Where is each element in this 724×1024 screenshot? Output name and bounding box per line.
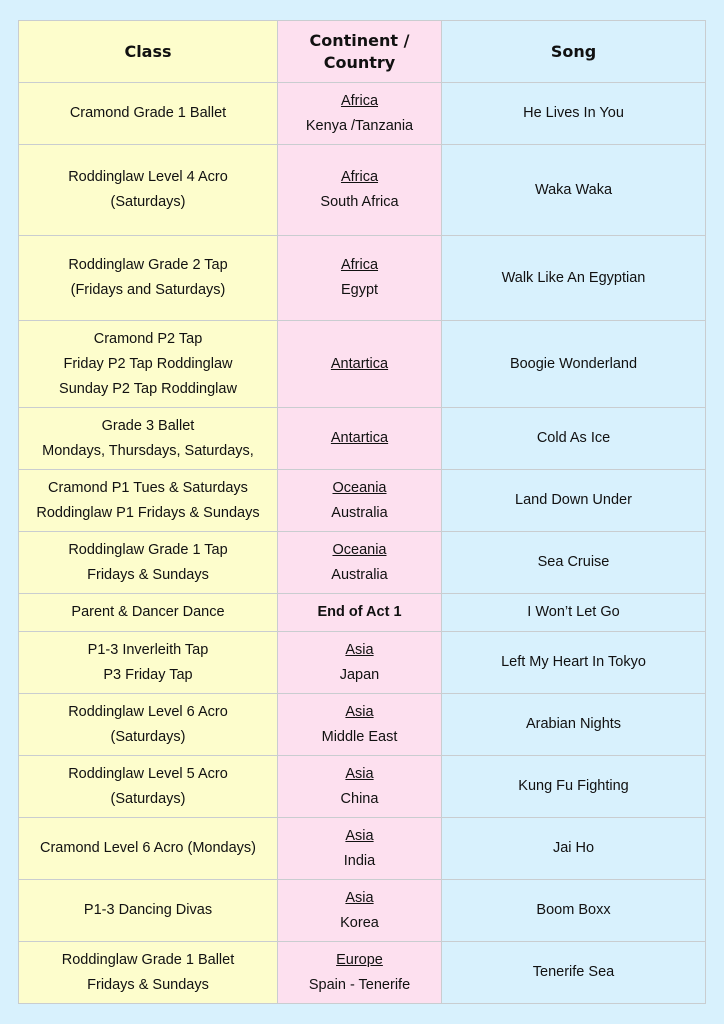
class-line: Sunday P2 Tap Roddinglaw xyxy=(59,380,237,397)
class-cell xyxy=(19,942,278,1004)
country-name: Australia xyxy=(331,504,388,521)
act-marker: End of Act 1 xyxy=(317,604,402,620)
song-cell: Walk Like An Egyptian xyxy=(442,236,706,321)
song-cell: He Lives In You xyxy=(442,83,706,145)
continent-cell xyxy=(278,83,442,145)
country-name: Middle East xyxy=(321,728,398,745)
continent-name: Asia xyxy=(345,703,374,720)
continent-name: Oceania xyxy=(332,479,387,496)
continent-cell xyxy=(278,594,442,632)
country-name: Korea xyxy=(340,914,379,931)
class-line: (Saturdays) xyxy=(110,790,186,807)
song-cell: I Won’t Let Go xyxy=(442,594,706,632)
class-line: Parent & Dancer Dance xyxy=(71,604,225,620)
class-cell xyxy=(19,632,278,694)
song-cell: Boogie Wonderland xyxy=(442,321,706,408)
continent-cell xyxy=(278,470,442,532)
header-row xyxy=(19,21,706,83)
country-name: India xyxy=(343,852,376,869)
continent-name: Asia xyxy=(345,889,374,906)
continent-cell xyxy=(278,632,442,694)
song-cell: Boom Boxx xyxy=(442,880,706,942)
table-row xyxy=(19,408,706,470)
class-cell xyxy=(19,532,278,594)
table-row xyxy=(19,880,706,942)
country-name: Japan xyxy=(339,666,380,683)
table-body xyxy=(19,83,706,1004)
table-row xyxy=(19,694,706,756)
continent-name: Africa xyxy=(340,92,379,109)
continent-name: Africa xyxy=(340,169,379,185)
class-line: Friday P2 Tap Roddinglaw xyxy=(63,355,233,372)
table-row xyxy=(19,470,706,532)
table-row xyxy=(19,756,706,818)
continent-cell xyxy=(278,880,442,942)
table-row xyxy=(19,632,706,694)
class-cell xyxy=(19,756,278,818)
table-row xyxy=(19,942,706,1004)
song-cell: Jai Ho xyxy=(442,818,706,880)
class-line: Cramond P2 Tap xyxy=(93,330,203,347)
class-line: Cramond P1 Tues & Saturdays xyxy=(48,479,248,496)
continent-cell xyxy=(278,818,442,880)
class-line: Fridays & Sundays xyxy=(87,566,209,583)
table-row xyxy=(19,236,706,321)
class-line: Roddinglaw Level 4 Acro xyxy=(68,169,228,185)
class-cell xyxy=(19,236,278,321)
table-row xyxy=(19,594,706,632)
class-line: Grade 3 Ballet xyxy=(101,417,195,434)
song-cell: Sea Cruise xyxy=(442,532,706,594)
class-line: Cramond Grade 1 Ballet xyxy=(69,105,227,121)
table-row xyxy=(19,321,706,408)
header-class: Class xyxy=(19,21,278,83)
continent-cell xyxy=(278,236,442,321)
class-cell xyxy=(19,694,278,756)
class-line: (Fridays and Saturdays) xyxy=(70,282,226,298)
class-line: Mondays, Thursdays, Saturdays, xyxy=(42,442,254,459)
song-cell: Tenerife Sea xyxy=(442,942,706,1004)
song-cell: Left My Heart In Tokyo xyxy=(442,632,706,694)
country-name: China xyxy=(340,790,379,807)
country-name: Egypt xyxy=(340,282,379,298)
song-cell: Kung Fu Fighting xyxy=(442,756,706,818)
song-cell: Land Down Under xyxy=(442,470,706,532)
class-line: (Saturdays) xyxy=(110,728,186,745)
continent-cell xyxy=(278,145,442,236)
continent-cell xyxy=(278,694,442,756)
class-line: Roddinglaw Grade 2 Tap xyxy=(68,257,228,273)
country-name: Spain - Tenerife xyxy=(308,976,411,993)
continent-name: Asia xyxy=(345,765,374,782)
class-cell xyxy=(19,408,278,470)
continent-name: Antartica xyxy=(330,355,389,372)
class-cell xyxy=(19,594,278,632)
table-row xyxy=(19,145,706,236)
header-song: Song xyxy=(442,21,706,83)
continent-name: Oceania xyxy=(332,541,387,558)
class-line: Roddinglaw Level 5 Acro xyxy=(68,765,228,782)
continent-name: Asia xyxy=(345,827,374,844)
class-line: (Saturdays) xyxy=(110,194,186,210)
class-line: P1-3 Dancing Divas xyxy=(83,902,213,918)
class-line: Roddinglaw Grade 1 Ballet xyxy=(61,951,235,968)
continent-name: Europe xyxy=(336,951,383,968)
continent-cell xyxy=(278,942,442,1004)
continent-cell xyxy=(278,321,442,408)
continent-name: Antartica xyxy=(330,430,389,446)
country-name: Australia xyxy=(331,566,388,583)
continent-cell xyxy=(278,532,442,594)
continent-name: Africa xyxy=(340,257,379,273)
continent-cell xyxy=(278,756,442,818)
schedule-table xyxy=(18,20,706,1004)
country-name: Kenya /Tanzania xyxy=(305,117,414,134)
continent-name: Asia xyxy=(345,641,374,658)
header-continent: Continent / Country xyxy=(278,21,442,83)
class-cell xyxy=(19,83,278,145)
song-cell: Cold As Ice xyxy=(442,408,706,470)
continent-cell xyxy=(278,408,442,470)
class-line: Roddinglaw P1 Fridays & Sundays xyxy=(36,504,260,521)
class-cell xyxy=(19,818,278,880)
class-line: P3 Friday Tap xyxy=(103,666,193,683)
table-row xyxy=(19,818,706,880)
class-cell xyxy=(19,470,278,532)
class-cell xyxy=(19,145,278,236)
class-line: Fridays & Sundays xyxy=(87,976,209,993)
class-line: Cramond Level 6 Acro (Mondays) xyxy=(40,840,256,856)
table-row xyxy=(19,83,706,145)
class-cell xyxy=(19,880,278,942)
song-cell: Waka Waka xyxy=(442,145,706,236)
class-line: P1-3 Inverleith Tap xyxy=(87,641,209,658)
class-cell xyxy=(19,321,278,408)
song-cell: Arabian Nights xyxy=(442,694,706,756)
country-name: South Africa xyxy=(320,194,399,210)
table-row xyxy=(19,532,706,594)
class-line: Roddinglaw Grade 1 Tap xyxy=(68,541,228,558)
class-line: Roddinglaw Level 6 Acro xyxy=(68,703,228,720)
